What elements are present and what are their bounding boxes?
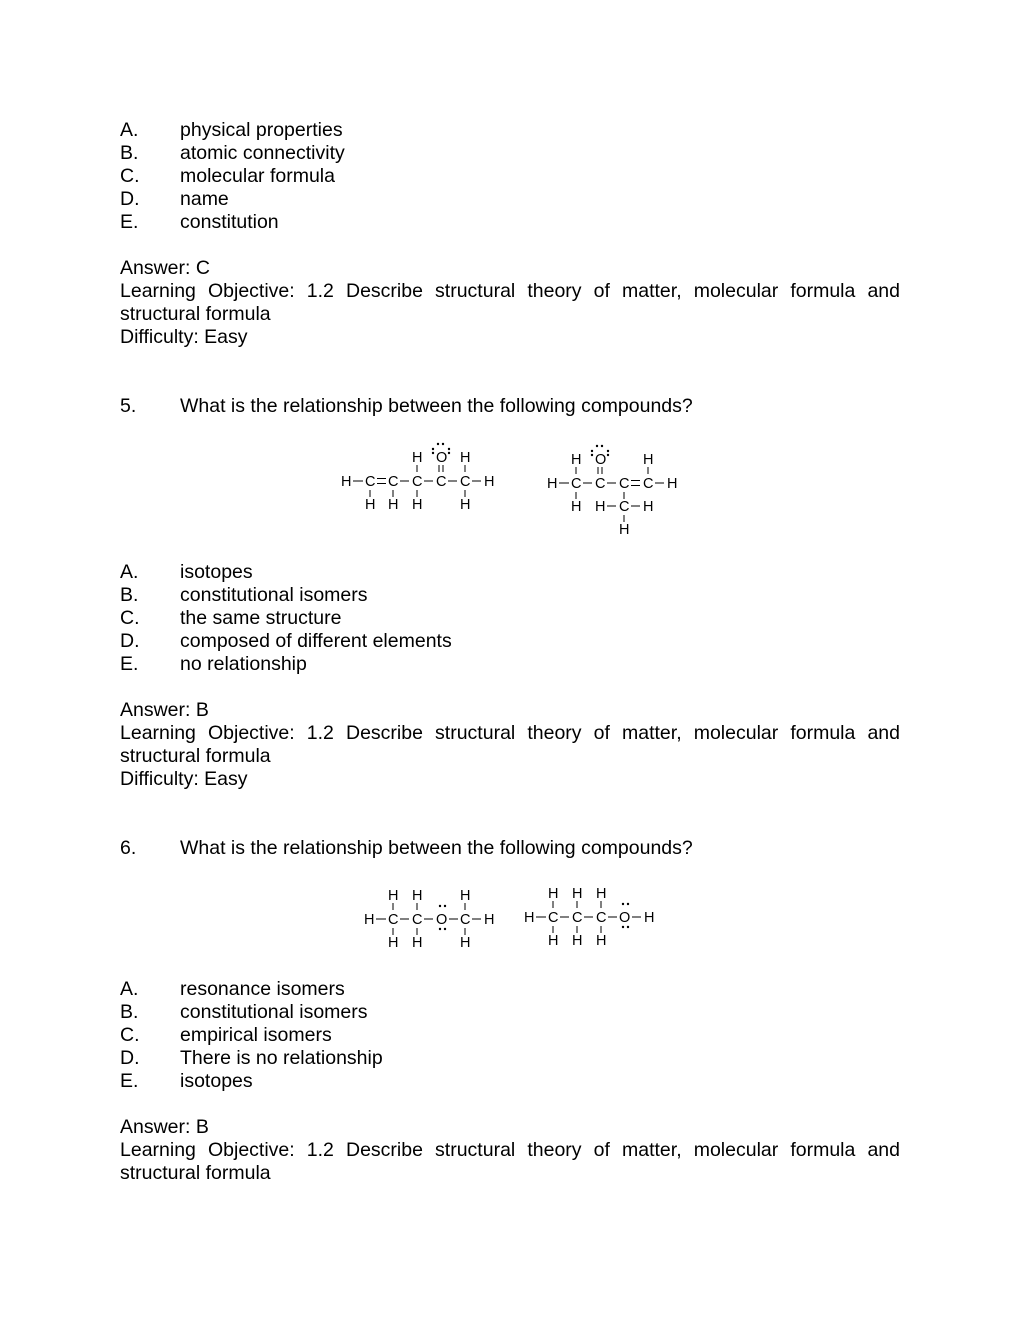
q6-option-c: C. empirical isomers <box>120 1024 332 1046</box>
svg-text:O: O <box>436 450 448 466</box>
q5-option-b: B. constitutional isomers <box>120 584 368 606</box>
svg-text:C: C <box>572 910 583 926</box>
svg-text:H: H <box>667 476 678 492</box>
q5-structure-2 <box>541 440 691 540</box>
svg-text:C: C <box>365 474 376 490</box>
svg-text:H: H <box>572 886 583 902</box>
svg-text:C: C <box>436 474 447 490</box>
svg-text:H: H <box>341 474 352 490</box>
q4-option-b: B. atomic connectivity <box>120 142 345 164</box>
svg-text:H: H <box>484 912 495 928</box>
q4-objective-line2: structural formula <box>120 303 271 325</box>
svg-text:H: H <box>644 910 655 926</box>
svg-text:C: C <box>595 476 606 492</box>
q5-option-d: D. composed of different elements <box>120 630 452 652</box>
q4-difficulty: Difficulty: Easy <box>120 326 248 348</box>
svg-text:H: H <box>596 886 607 902</box>
svg-text:C: C <box>643 476 654 492</box>
q5-question-text: What is the relationship between the following compounds? <box>180 395 693 417</box>
svg-text:H: H <box>619 522 630 538</box>
svg-text:H: H <box>547 476 558 492</box>
svg-text:O: O <box>595 452 607 468</box>
q6-structure-1 <box>358 880 508 960</box>
svg-text:H: H <box>460 888 471 904</box>
svg-text:H: H <box>643 452 654 468</box>
q6-option-d: D. There is no relationship <box>120 1047 383 1069</box>
q5-option-c: C. the same structure <box>120 607 342 629</box>
svg-text:C: C <box>460 912 471 928</box>
svg-text:H: H <box>548 886 559 902</box>
q5-difficulty: Difficulty: Easy <box>120 768 248 790</box>
svg-text:C: C <box>388 474 399 490</box>
q5-structure-1 <box>335 440 510 520</box>
svg-text:H: H <box>388 888 399 904</box>
svg-text:H: H <box>596 933 607 949</box>
q6-question <box>120 837 693 860</box>
svg-text:H: H <box>412 497 423 513</box>
svg-text:H: H <box>412 450 423 466</box>
q4-option-a: A. physical properties <box>120 119 343 141</box>
svg-text:H: H <box>364 912 375 928</box>
svg-text:C: C <box>412 474 423 490</box>
q6-option-b: B. constitutional isomers <box>120 1001 368 1023</box>
q6-answer: Answer: B <box>120 1116 209 1138</box>
q5-question <box>120 395 693 418</box>
q5-objective-line1: Learning Objective: 1.2 Describe structural theory of matter, molecular formula and <box>120 722 900 744</box>
svg-text:H: H <box>460 497 471 513</box>
svg-text:H: H <box>524 910 535 926</box>
svg-text:H: H <box>572 933 583 949</box>
q6-question-text: What is the relationship between the following compounds? <box>180 837 693 859</box>
svg-text:C: C <box>548 910 559 926</box>
q4-option-e: E. constitution <box>120 211 279 233</box>
svg-text:O: O <box>436 912 448 928</box>
svg-text:H: H <box>365 497 376 513</box>
svg-text:H: H <box>412 935 423 951</box>
q6-number: 6. <box>120 837 137 859</box>
q5-number: 5. <box>120 395 137 417</box>
svg-text:C: C <box>619 476 630 492</box>
q6-option-e: E. isotopes <box>120 1070 253 1092</box>
q4-option-d: D. name <box>120 188 229 210</box>
svg-text:C: C <box>596 910 607 926</box>
svg-text:H: H <box>460 450 471 466</box>
svg-text:H: H <box>571 452 582 468</box>
svg-text:H: H <box>412 888 423 904</box>
svg-text:H: H <box>595 499 606 515</box>
q6-structure-2 <box>518 878 668 958</box>
svg-text:H: H <box>571 499 582 515</box>
q4-option-c: C. molecular formula <box>120 165 335 187</box>
q4-answer: Answer: C <box>120 257 210 279</box>
svg-text:C: C <box>460 474 471 490</box>
svg-text:H: H <box>460 935 471 951</box>
svg-text:O: O <box>619 910 631 926</box>
svg-text:C: C <box>619 499 630 515</box>
q6-objective-line2: structural formula <box>120 1162 271 1184</box>
svg-text:C: C <box>412 912 423 928</box>
svg-text:H: H <box>643 499 654 515</box>
q5-answer: Answer: B <box>120 699 209 721</box>
q5-option-e: E. no relationship <box>120 653 307 675</box>
q5-option-a: A. isotopes <box>120 561 253 583</box>
svg-text:H: H <box>548 933 559 949</box>
svg-text:H: H <box>484 474 495 490</box>
q6-option-a: A. resonance isomers <box>120 978 345 1000</box>
svg-text:C: C <box>571 476 582 492</box>
q4-objective-line1: Learning Objective: 1.2 Describe structural theory of matter, molecular formula and <box>120 280 900 302</box>
svg-text:H: H <box>388 935 399 951</box>
svg-text:C: C <box>388 912 399 928</box>
svg-text:H: H <box>388 497 399 513</box>
q6-objective-line1: Learning Objective: 1.2 Describe structural theory of matter, molecular formula and <box>120 1139 900 1161</box>
q5-objective-line2: structural formula <box>120 745 271 767</box>
